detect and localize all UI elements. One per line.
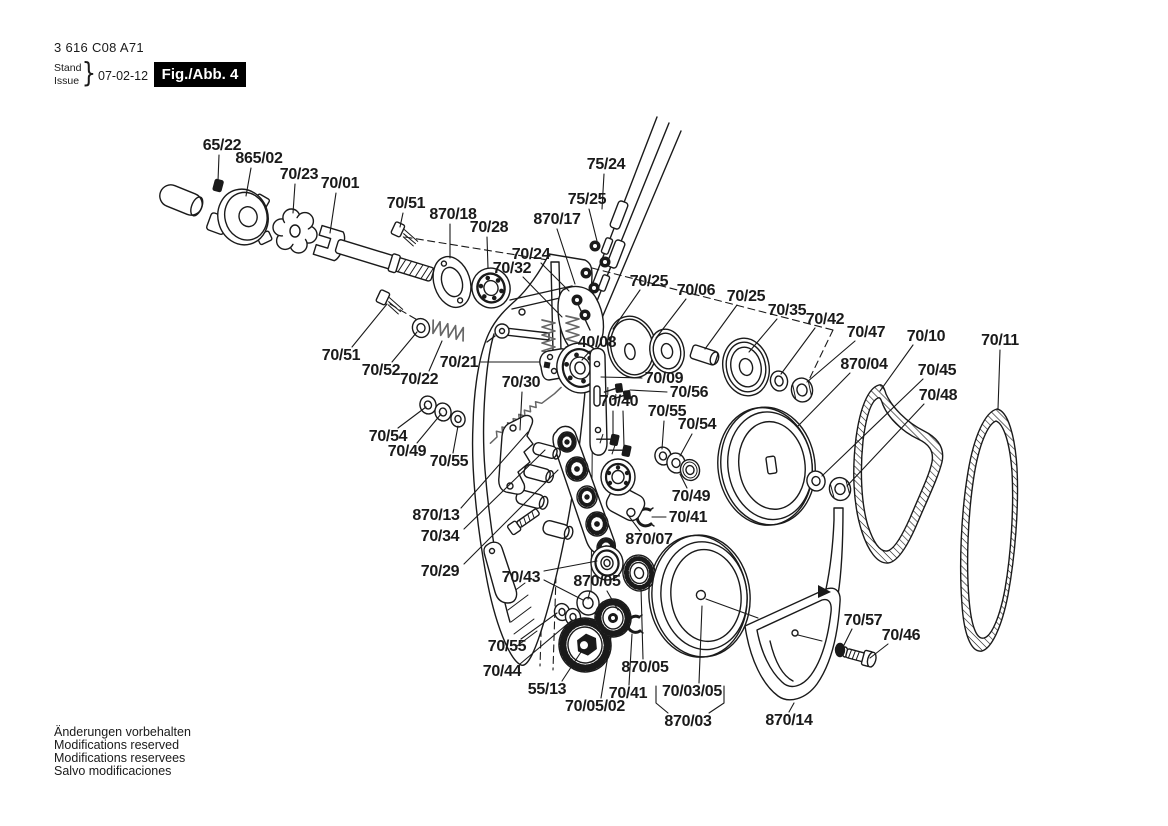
document-number: 3 616 C08 A71 <box>54 40 144 55</box>
part-label-70-40: 70/40 <box>599 393 639 410</box>
issue-date: 07-02-12 <box>98 69 149 83</box>
part-label-75-25: 75/25 <box>567 191 607 208</box>
part-label-70-57: 70/57 <box>843 612 883 629</box>
part-label-70-22: 70/22 <box>399 371 439 388</box>
part-label-75-24: 75/24 <box>586 156 626 173</box>
part-label-70-47: 70/47 <box>846 324 886 341</box>
part-label-70-46: 70/46 <box>881 627 921 644</box>
part-label-70-51: 70/51 <box>386 195 426 212</box>
part-label-70-34: 70/34 <box>420 528 460 545</box>
notice-line-fr: Modifications reservees <box>54 751 186 765</box>
part-label-865-02: 865/02 <box>235 150 283 167</box>
part-label-870-13: 870/13 <box>412 507 460 524</box>
part-label-55-13: 55/13 <box>527 681 567 698</box>
issue-label: Issue <box>54 75 80 87</box>
part-label-70-11: 70/11 <box>981 332 1019 349</box>
part-label-870-05: 870/05 <box>573 573 621 590</box>
part-label-70-52: 70/52 <box>361 362 401 379</box>
notice-line-en: Modifications reserved <box>54 738 180 752</box>
part-label-40-08: 40/08 <box>577 334 617 351</box>
notice-line-es: Salvo modificaciones <box>54 764 172 778</box>
part-label-70-42: 70/42 <box>805 311 845 328</box>
part-label-70-29: 70/29 <box>420 563 460 580</box>
part-label-70-44: 70/44 <box>482 663 522 680</box>
part-label-70-24: 70/24 <box>511 246 551 263</box>
part-label-870-04: 870/04 <box>840 356 888 373</box>
part-label-70-55: 70/55 <box>647 403 687 420</box>
part-label-870-03: 870/03 <box>664 713 712 730</box>
part-label-70-43: 70/43 <box>501 569 541 586</box>
part-label-70-01: 70/01 <box>320 175 360 192</box>
modifications-notice <box>54 726 191 778</box>
figure-label-box: Fig./Abb. 4 <box>154 62 246 87</box>
part-label-70-51: 70/51 <box>321 347 361 364</box>
part-label-870-05: 870/05 <box>621 659 669 676</box>
part-label-70-32: 70/32 <box>492 260 532 277</box>
part-label-70-55: 70/55 <box>429 453 469 470</box>
part-label-70-49: 70/49 <box>387 443 427 460</box>
part-label-70-10: 70/10 <box>906 328 946 345</box>
part-label-65-22: 65/22 <box>202 137 242 154</box>
part-label-70-30: 70/30 <box>501 374 541 391</box>
part-label-70-21: 70/21 <box>439 354 479 371</box>
part-label-70-09: 70/09 <box>644 370 684 387</box>
part-label-70-03-05: 70/03/05 <box>662 683 722 700</box>
part-label-70-05-02: 70/05/02 <box>565 698 625 715</box>
part-label-70-54: 70/54 <box>368 428 408 445</box>
part-label-70-06: 70/06 <box>676 282 716 299</box>
part-label-70-55: 70/55 <box>487 638 527 655</box>
part-label-70-25: 70/25 <box>629 273 669 290</box>
part-label-70-41: 70/41 <box>608 685 648 702</box>
part-label-70-25: 70/25 <box>726 288 766 305</box>
part-label-70-28: 70/28 <box>469 219 509 236</box>
part-label-870-14: 870/14 <box>765 712 813 729</box>
part-label-70-35: 70/35 <box>767 302 807 319</box>
part-label-70-45: 70/45 <box>917 362 957 379</box>
part-label-70-54: 70/54 <box>677 416 717 433</box>
part-label-870-18: 870/18 <box>429 206 477 223</box>
brace-glyph: } <box>81 56 97 89</box>
part-label-70-48: 70/48 <box>918 387 958 404</box>
part-label-870-17: 870/17 <box>533 211 581 228</box>
stand-label: Stand <box>54 62 82 74</box>
notice-line-de: Änderungen vorbehalten <box>54 725 191 739</box>
part-label-70-49: 70/49 <box>671 488 711 505</box>
part-label-70-56: 70/56 <box>669 384 709 401</box>
part-label-870-07: 870/07 <box>625 531 673 548</box>
part-label-70-23: 70/23 <box>279 166 319 183</box>
part-label-70-41: 70/41 <box>668 509 708 526</box>
